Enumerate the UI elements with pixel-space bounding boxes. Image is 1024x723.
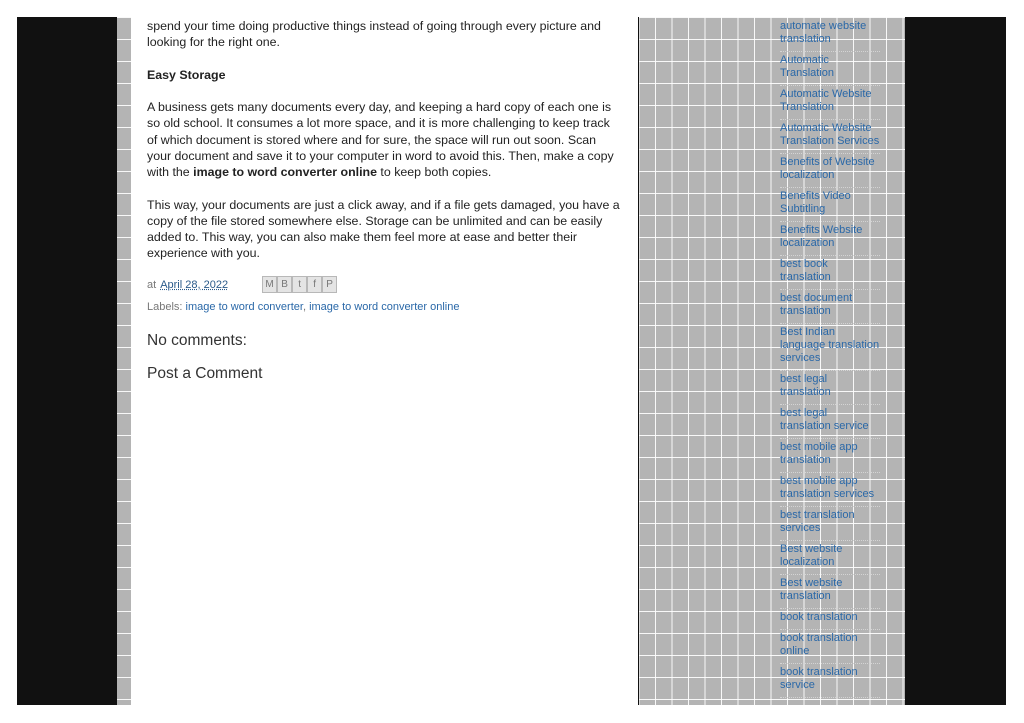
list-item [780, 222, 880, 256]
share-buttons [262, 276, 337, 293]
list-item [780, 324, 880, 371]
section-heading-easy-storage: Easy Storage [147, 67, 226, 82]
blogger-icon[interactable]: B [277, 276, 292, 293]
list-item [780, 290, 880, 324]
post-paragraph-3: This way, your documents are just a click away, and if a file gets damaged, you have a copy of the file stored somewhere else. Storage can be unlimited and can be easily added to. This way, you can also make them feel more at ease and better their experience with you. [147, 197, 620, 261]
list-item [780, 256, 880, 290]
sidebar-label-link[interactable]: best mobile app translation services [780, 475, 875, 500]
list-item [780, 609, 880, 630]
post-footer [147, 274, 638, 296]
sidebar-label-link[interactable]: Best website localization [780, 543, 843, 568]
post-labels: Labels: image to word converter, image to word converter online [147, 300, 460, 313]
list-item [780, 188, 880, 222]
facebook-icon[interactable]: f [307, 276, 322, 293]
label-link[interactable]: image to word converter online [309, 300, 460, 313]
twitter-icon[interactable]: t [292, 276, 307, 293]
list-item [780, 86, 880, 120]
list-item [780, 630, 880, 664]
list-item [780, 507, 880, 541]
sidebar-label-link[interactable]: Benefits Website localization [780, 224, 863, 249]
sidebar-label-link[interactable]: Best website translation [780, 577, 843, 602]
sidebar-label-link[interactable]: best document translation [780, 292, 853, 317]
left-grid-strip [117, 17, 131, 705]
email-icon[interactable]: M [262, 276, 277, 293]
post-timestamp-link[interactable]: April 28, 2022 [160, 278, 229, 291]
list-item [780, 541, 880, 575]
sidebar-label-link[interactable]: best translation services [780, 509, 855, 534]
post-body [131, 17, 638, 705]
list-item [780, 52, 880, 86]
sidebar-label-link[interactable]: Best Indian language translation services [780, 326, 880, 364]
sidebar-label-link[interactable]: Benefits Video Subtitling [780, 190, 851, 215]
paragraph-2-text-a: A business gets many documents every day, and keeping a hard copy of each one is so old school. It consumes a lot more space, and it is more challenging to keep track of which document is stored where and for sure, the space will run out soon. Scan your document and save it to your computer in word to avoid this. Then, make a copy with the [147, 100, 614, 179]
paragraph-2-text-b: to keep both copies. [376, 165, 492, 179]
list-item [780, 371, 880, 405]
sidebar [639, 17, 905, 705]
sidebar-label-link[interactable]: best mobile app translation [780, 441, 858, 466]
sidebar-label-link[interactable]: book translation service [780, 666, 858, 691]
post-paragraph-2 [147, 99, 623, 180]
list-item [780, 405, 880, 439]
sidebar-label-link[interactable]: Automatic Website Translation [780, 88, 872, 113]
list-item [780, 575, 880, 609]
list-item [780, 120, 880, 154]
sidebar-labels-list [780, 18, 880, 698]
post-paragraph-1: spend your time doing productive things instead of going through every picture and looking for the right one. [147, 19, 601, 50]
sidebar-label-link[interactable]: Automatic Translation [780, 54, 835, 79]
sidebar-label-link[interactable]: best legal translation service [780, 407, 869, 432]
list-item [780, 473, 880, 507]
sidebar-label-link[interactable]: best book translation [780, 258, 831, 283]
list-item [780, 439, 880, 473]
sidebar-label-link[interactable]: Automatic Website Translation Services [780, 122, 880, 147]
label-link[interactable]: image to word converter [185, 300, 303, 313]
list-item [780, 154, 880, 188]
page-frame [17, 17, 1006, 705]
list-item [780, 664, 880, 698]
sidebar-label-link[interactable]: book translation [780, 611, 858, 623]
list-item [780, 18, 880, 52]
pinterest-icon[interactable]: P [322, 276, 337, 293]
labels-prefix: Labels: [147, 300, 183, 313]
comments-heading: No comments: [147, 331, 247, 349]
sidebar-label-link[interactable]: best legal translation [780, 373, 831, 398]
posted-at-label: at [147, 278, 157, 291]
sidebar-label-link[interactable]: automate website translation [780, 20, 867, 45]
sidebar-label-link[interactable]: book translation online [780, 632, 858, 657]
post-comment-heading: Post a Comment [147, 364, 263, 382]
paragraph-2-bold-keyword: image to word converter online [193, 165, 377, 179]
sidebar-label-link[interactable]: Benefits of Website localization [780, 156, 875, 181]
